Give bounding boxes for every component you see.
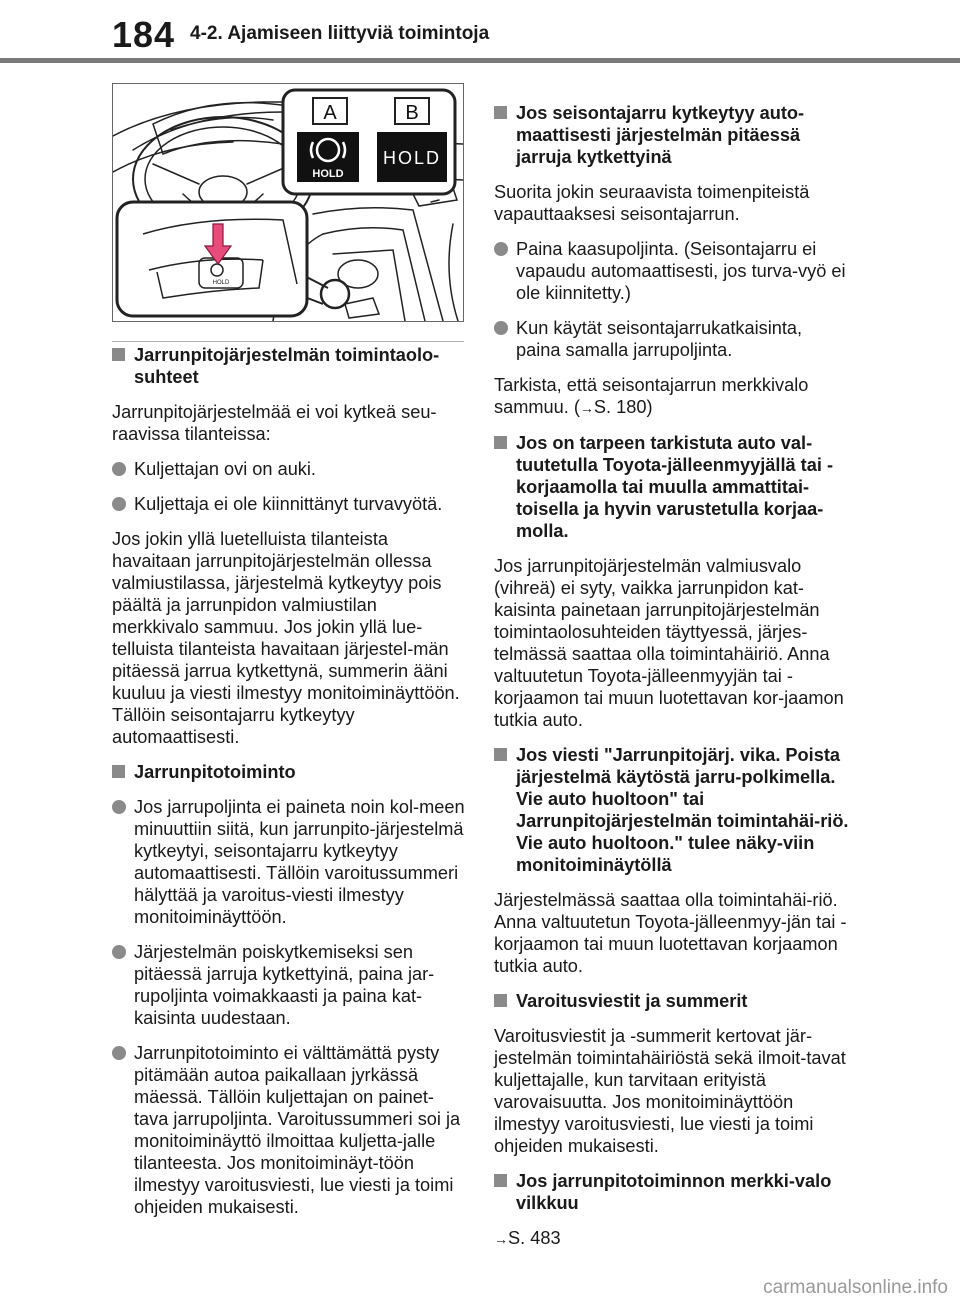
reference-arrow-icon: → (579, 400, 594, 416)
label-a: A (323, 102, 337, 124)
list-item: Jarrunpitotoiminto ei välttämättä pysty pitämään autoa paikallaan jyrkässä mäessä. Tällöin kuljettajan on painet-tava jarrupoljinta. Varoitussummeri soi ja monitoiminäyttö ilmoittaa kuljetta-jalle tilanteesta. Jos monitoiminäyt-töön ilmestyy varoitusviesti, lue viesti ja toimi ohjeiden mukaisesti. (112, 1042, 468, 1218)
list-item: Kun käytät seisontajarrukatkaisinta, paina samalla jarrupoljinta. (494, 317, 850, 361)
square-bullet-icon (494, 994, 507, 1007)
round-bullet-icon (112, 800, 126, 814)
square-bullet-icon (494, 436, 507, 449)
round-bullet-icon (494, 242, 508, 256)
paragraph: Jarrunpitojärjestelmää ei voi kytkeä seu-raavissa tilanteissa: (112, 402, 437, 444)
hold-indicator-large-text: HOLD (382, 148, 442, 168)
hold-indicator-small-text: HOLD (312, 168, 344, 180)
hold-switch-text: HOLD (212, 280, 230, 286)
watermark: carmanualsonline.info (763, 1277, 948, 1298)
left-column (112, 344, 468, 1231)
heading-message-malfunction: Jos viesti "Jarrunpitojärj. vika. Poista järjestelmä käytöstä jarru-polkimella. Vie auto huoltoon" tai Jarrunpitojärjestelmän toimintahäi-riö. Vie auto huoltoon." tulee näky-viin monitoiminäytöllä (494, 744, 850, 876)
header-rule (0, 58, 960, 63)
round-bullet-icon (112, 462, 126, 476)
square-bullet-icon (112, 348, 125, 361)
paragraph: Järjestelmässä saattaa olla toimintahäi-riö. Anna valtuutetun Toyota-jälleenmyy-jän tai -korjaamon tai muun luotettavan korjaamon tutkia auto. (494, 890, 847, 976)
heading-indicator-flashing: Jos jarrunpitotoiminnon merkki-valo vilkkuu (494, 1170, 850, 1214)
list-item: Järjestelmän poiskytkemiseksi sen pitäessä jarruja kytkettyinä, paina jar-rupoljinta voimakkaasti ja paina kat-kaisinta uudestaan. (112, 941, 468, 1029)
round-bullet-icon (112, 945, 126, 959)
right-column (494, 102, 850, 1263)
paragraph: Jos jokin yllä luetelluista tilanteista havaitaan jarrunpitojärjestelmän ollessa valmiustilassa, järjestelmä kytkeytyy pois päältä ja jarrunpidon valmiustilan merkkivalo sammuu. Jos jokin yllä lue-telluista tilanteista havaitaan järjestel-män pitäessä jarrua kytkettynä, summerin ääni kuuluu ja viesti ilmestyy monitoiminäyttöön. Tällöin seisontajarru kytkeytyy automaattisesti. (112, 529, 460, 747)
paragraph: Varoitusviestit ja -summerit kertovat jär-jestelmän toimintahäiriöstä sekä ilmoit-tavat kuljettajalle, kun tarvitaan erityistä varovaisuutta. Jos monitoiminäyttöön ilmestyy varoitusviesti, lue viesti ja toimi ohjeiden mukaisesti. (494, 1026, 846, 1156)
paragraph: Jos jarrunpitojärjestelmän valmiusvalo (vihreä) ei syty, vaikka jarrunpidon kat-kaisinta painetaan jarrunpitojärjestelmän toimintaolosuhteiden täyttyessä, järjes-telmässä saattaa olla toimintahäiriö. Anna valtuutetun Toyota-jälleenmyyjän tai -korjaamon tai muun luotettavan kor-jaamon tutkia auto. (494, 556, 844, 730)
round-bullet-icon (112, 1046, 126, 1060)
list-item: Paina kaasupoljinta. (Seisontajarru ei vapaudu automaattisesti, jos turva-vyö ei ole kiinnitetty.) (494, 238, 850, 304)
heading-warnings-buzzers: Varoitusviestit ja summerit (494, 990, 850, 1012)
page-number: 184 (112, 14, 176, 55)
heading-brake-hold-function: Jarrunpitotoiminto (112, 761, 468, 783)
square-bullet-icon (112, 765, 125, 778)
heading-dealer-check: Jos on tarpeen tarkistuta auto val-tuutetulla Toyota-jälleenmyyjällä tai -korjaamolla tai muulla ammattitai-toisella ja hyvin varustetulla korjaa-molla. (494, 432, 850, 542)
round-bullet-icon (112, 497, 126, 511)
square-bullet-icon (494, 1174, 507, 1187)
list-item: Kuljettajan ovi on auki. (112, 458, 468, 480)
list-item: Kuljettaja ei ole kiinnittänyt turvavyötä. (112, 493, 468, 515)
paragraph: Suorita jokin seuraavista toimenpiteistä vapauttaaksesi seisontajarrun. (494, 182, 810, 224)
section-title: 4-2. Ajamiseen liittyviä toimintoja (190, 23, 490, 44)
paragraph: Tarkista, että seisontajarrun merkkivalo sammuu. (→S. 180) (494, 375, 809, 417)
heading-parking-brake-auto: Jos seisontajarru kytkeytyy auto-maattisesti järjestelmän pitäessä jarruja kytkettyinä (494, 102, 850, 168)
list-item: Jos jarrupoljinta ei paineta noin kol-meen minuuttiin siitä, kun jarrunpito-järjestelmä kytkeytyi, seisontajarru kytkeytyy automaattisesti. Tällöin varoitussummeri hälyttää ja varoitus-viesti ilmestyy monitoiminäyttöön. (112, 796, 468, 928)
round-bullet-icon (494, 321, 508, 335)
square-bullet-icon (494, 106, 507, 119)
square-bullet-icon (494, 748, 507, 761)
reference-arrow-icon: → (494, 1231, 508, 1247)
page-reference: →S. 483 (494, 1228, 561, 1248)
brake-hold-illustration (112, 83, 464, 322)
label-b: B (405, 102, 419, 124)
dashboard-drawing (113, 84, 463, 321)
heading-operating-conditions: Jarrunpitojärjestelmän toimintaolo-suhteet (112, 344, 468, 388)
page-header (0, 0, 960, 62)
section-divider (112, 341, 464, 342)
